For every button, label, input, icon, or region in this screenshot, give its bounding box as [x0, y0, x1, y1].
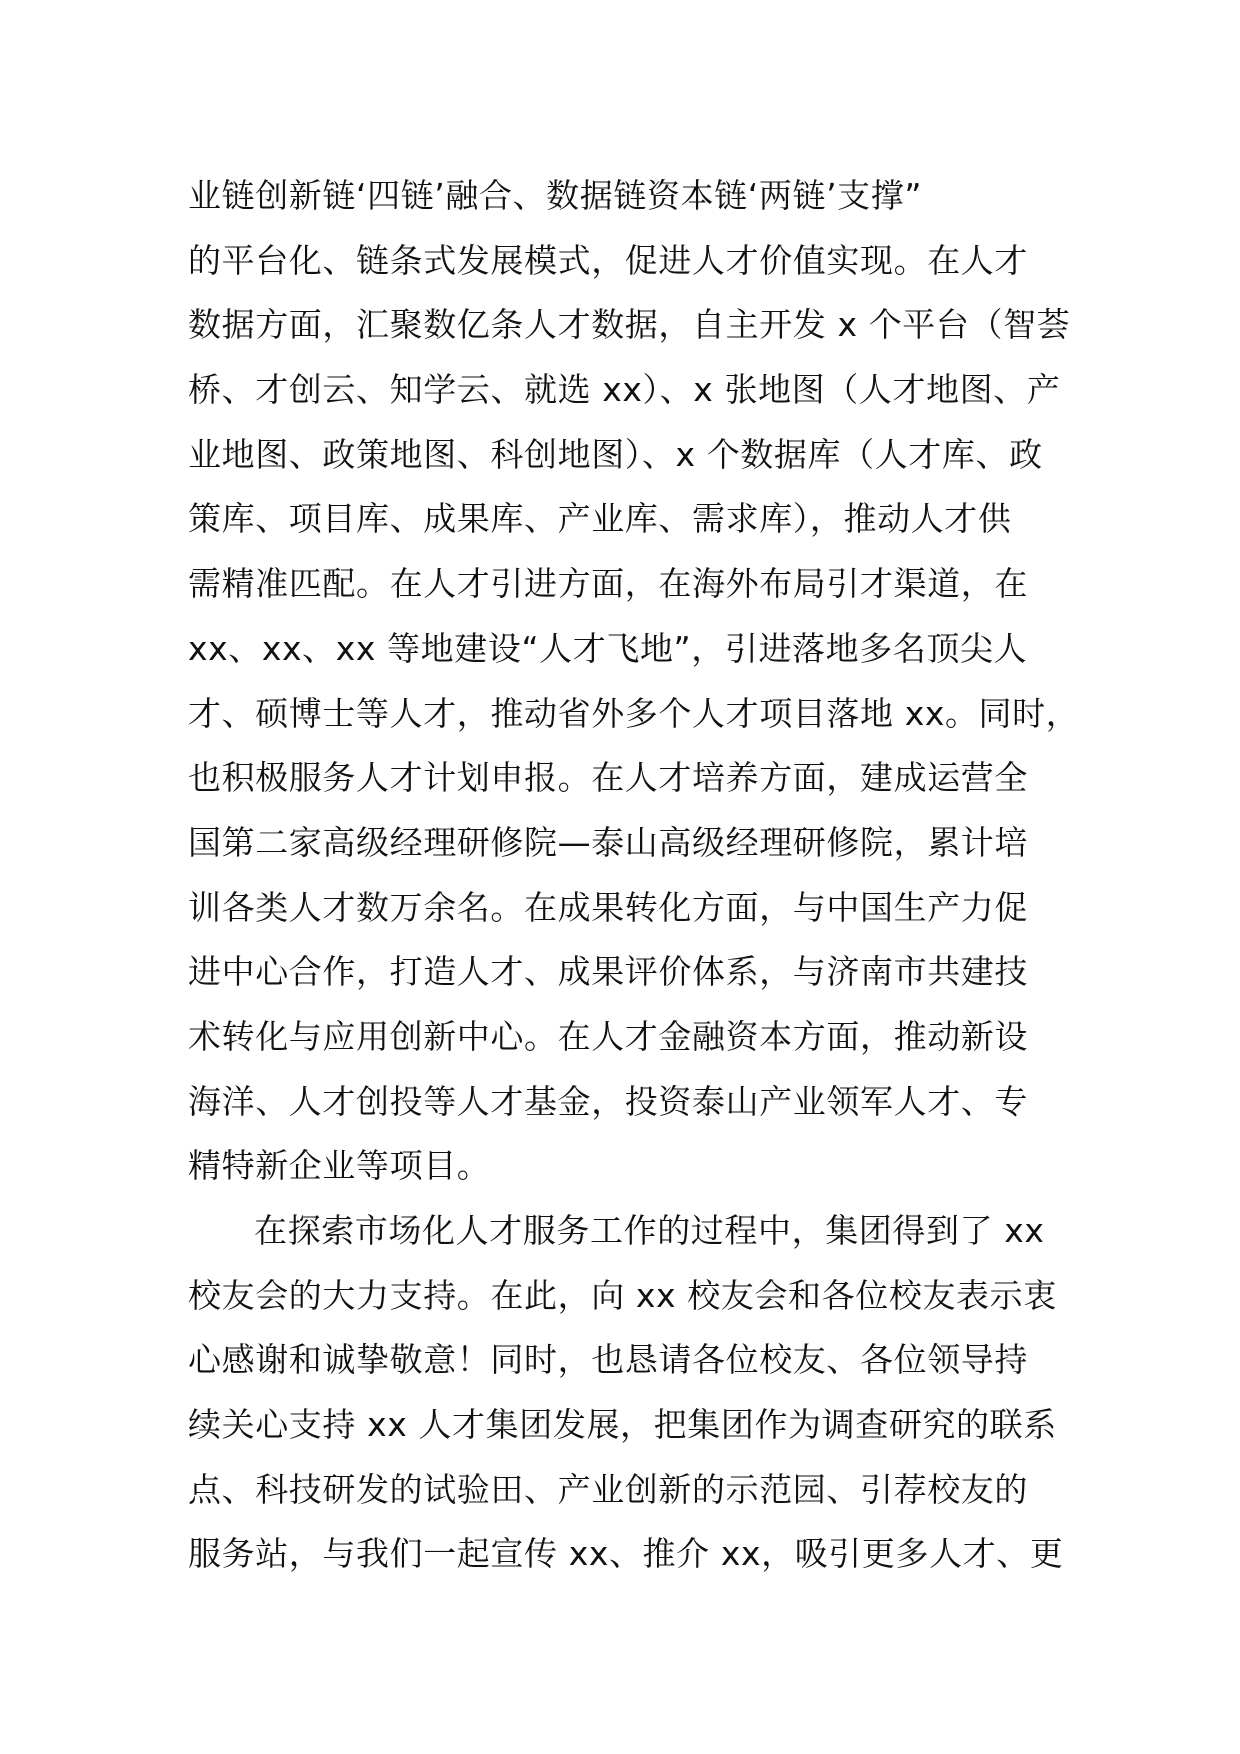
paragraph-line: 术转化与应用创新中心。在人才金融资本方面，推动新设 [188, 1016, 1028, 1056]
paragraph-line: 精特新企业等项目。 [188, 1146, 491, 1186]
paragraph-line: xx、xx、xx 等地建设“人才飞地”，引进落地多名顶尖人 [188, 628, 1028, 668]
paragraph-line: 也积极服务人才计划申报。在人才培养方面，建成运营全 [188, 758, 1028, 798]
paragraph-line: 校友会的大力支持。在此，向 xx 校友会和各位校友表示衷 [188, 1275, 1057, 1315]
paragraph-line: 数据方面，汇聚数亿条人才数据，自主开发 x 个平台（智荟 [188, 305, 1071, 345]
paragraph-line: 需精准匹配。在人才引进方面，在海外布局引才渠道，在 [188, 564, 1028, 604]
paragraph-2 [188, 1199, 1068, 1587]
paragraph-line: 的平台化、链条式发展模式，促进人才价值实现。在人才 [188, 240, 1028, 280]
paragraph-line: 进中心合作，打造人才、成果评价体系，与济南市共建技 [188, 952, 1028, 992]
document-body [188, 164, 1080, 1587]
paragraph-line: 业地图、政策地图、科创地图）、x 个数据库（人才库、政 [188, 434, 1043, 474]
paragraph-line: 才、硕博士等人才，推动省外多个人才项目落地 xx。同时， [188, 693, 1080, 733]
paragraph-line: 桥、才创云、知学云、就选 xx）、x 张地图（人才地图、产 [188, 370, 1061, 410]
paragraph-line: 国第二家高级经理研修院—泰山高级经理研修院，累计培 [188, 822, 1028, 862]
paragraph-line: 业链创新链‘四链’融合、数据链资本链‘两链’支撑” [188, 176, 923, 215]
paragraph-line: 服务站，与我们一起宣传 xx、推介 xx，吸引更多人才、更 [188, 1534, 1064, 1574]
paragraph-line: 海洋、人才创投等人才基金，投资泰山产业领军人才、专 [188, 1081, 1028, 1121]
paragraph-line: 策库、项目库、成果库、产业库、需求库），推动人才供 [188, 499, 1012, 539]
paragraph-line: 续关心支持 xx 人才集团发展，把集团作为调查研究的联系 [188, 1405, 1057, 1445]
paragraph-line: 点、科技研发的试验田、产业创新的示范园、引荐校友的 [188, 1469, 1028, 1509]
paragraph-1 [188, 164, 1080, 1199]
paragraph-line: 在探索市场化人才服务工作的过程中，集团得到了 xx [254, 1211, 1045, 1250]
paragraph-line: 心感谢和诚挚敬意！同时，也恳请各位校友、各位领导持 [188, 1340, 1028, 1380]
paragraph-line: 训各类人才数万余名。在成果转化方面，与中国生产力促 [188, 887, 1028, 927]
